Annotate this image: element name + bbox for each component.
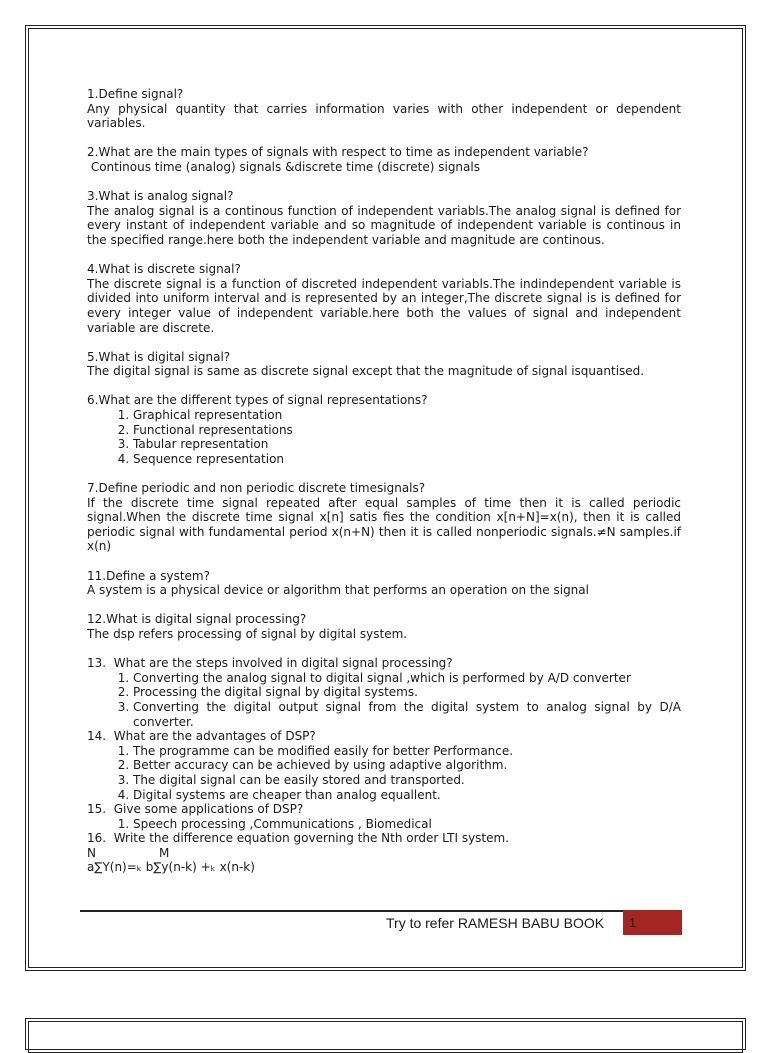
answer: The discrete signal is a function of discreted independent variabls.The indindependent variable is divided into uniform interval and is represented by an integer,The discrete signal is is defined for every integer value of independent variable.here both the values of signal and independent variable are discrete. [87, 276, 681, 335]
list-item: 2. Better accuracy can be achieved by using adaptive algorithm. [133, 758, 681, 773]
qa-14 [87, 729, 681, 802]
list-item: 4. Digital systems are cheaper than analog equallent. [133, 788, 681, 803]
qa-2 [87, 145, 681, 174]
answer: Continous time (analog) signals &discrete time (discrete) signals [87, 159, 480, 174]
list-item: 3. Converting the digital output signal from the digital system to analog signal by D/A converter. [133, 700, 681, 729]
qa-13 [87, 656, 681, 729]
difference-equation: a∑Y(n)=ₖ b∑y(n-k) +ₖ x(n-k) [87, 860, 255, 875]
list-item: 4. Sequence representation [133, 452, 681, 467]
qa-3 [87, 189, 681, 247]
question: 7.Define periodic and non periodic discrete timesignals? [87, 481, 426, 496]
qa-15 [87, 802, 681, 831]
footer-rule [80, 910, 682, 912]
list-item: 1. Speech processing ,Communications , Biomedical [133, 817, 681, 832]
qa-1 [87, 87, 681, 131]
list-item: 2. Processing the digital signal by digital systems. [133, 685, 681, 700]
document-body [87, 87, 681, 875]
footer-note: Try to refer RAMESH BABU BOOK [386, 915, 605, 931]
list-item: 3. Tabular representation [133, 437, 681, 452]
qa-5 [87, 350, 681, 379]
list-item: 1. Converting the analog signal to digital signal ,which is performed by A/D converter [133, 671, 681, 686]
question: 11.Define a system? [87, 568, 210, 583]
qa-12 [87, 612, 681, 641]
qa-4 [87, 262, 681, 335]
qa-7 [87, 481, 681, 554]
steps-list [87, 671, 681, 729]
question: 1.Define signal? [87, 87, 184, 101]
list-item: 1. Graphical representation [133, 408, 681, 423]
list-item: 1. The programme can be modified easily for better Performance. [133, 744, 681, 759]
question: 15. Give some applications of DSP? [87, 802, 304, 817]
next-page-border-inner [28, 1021, 743, 1053]
question: 16. Write the difference equation governing the Nth order LTI system. [87, 831, 510, 846]
question: 6.What are the different types of signal representations? [87, 393, 428, 408]
question: 4.What is discrete signal? [87, 262, 241, 277]
question: 2.What are the main types of signals with respect to time as independent variable? [87, 145, 589, 160]
limit-n: N [87, 845, 96, 860]
applications-list [87, 817, 681, 832]
question: 5.What is digital signal? [87, 349, 231, 364]
answer: The analog signal is a continous function of independent variabls.The analog signal is defined for every instant of independent variable and so magnitude of independent variable is continous in the specified range.here both the independent variable and magnitude are continous. [87, 203, 681, 247]
qa-11 [87, 569, 681, 598]
advantages-list [87, 744, 681, 802]
qa-6 [87, 393, 681, 466]
list-item: 2. Functional representations [133, 423, 681, 438]
question: 12.What is digital signal processing? [87, 612, 307, 627]
answer: The dsp refers processing of signal by digital system. [87, 626, 408, 641]
qa-16 [87, 831, 681, 875]
representation-list [87, 408, 681, 466]
question: 14. What are the advantages of DSP? [87, 729, 316, 744]
page-number: 1 [623, 910, 682, 935]
answer: Any physical quantity that carries information varies with other independent or dependent variables. [87, 101, 681, 131]
question: 3.What is analog signal? [87, 189, 234, 204]
list-item: 3. The digital signal can be easily stored and transported. [133, 773, 681, 788]
summation-limits [87, 846, 681, 861]
answer: The digital signal is same as discrete signal except that the magnitude of signal isquantised. [87, 364, 645, 379]
answer: A system is a physical device or algorithm that performs an operation on the signal [87, 583, 589, 598]
question: 13. What are the steps involved in digital signal processing? [87, 656, 453, 671]
answer: If the discrete time signal repeated after equal samples of time then it is called periodic signal.When the discrete time signal x[n] satis fies the condition x[n+N]=x(n), then it is called periodic signal with fundamental period x(n+N) then it is called nonperiodic signals.≠N samples.if x(n) [87, 495, 681, 554]
limit-m: M [158, 845, 170, 860]
